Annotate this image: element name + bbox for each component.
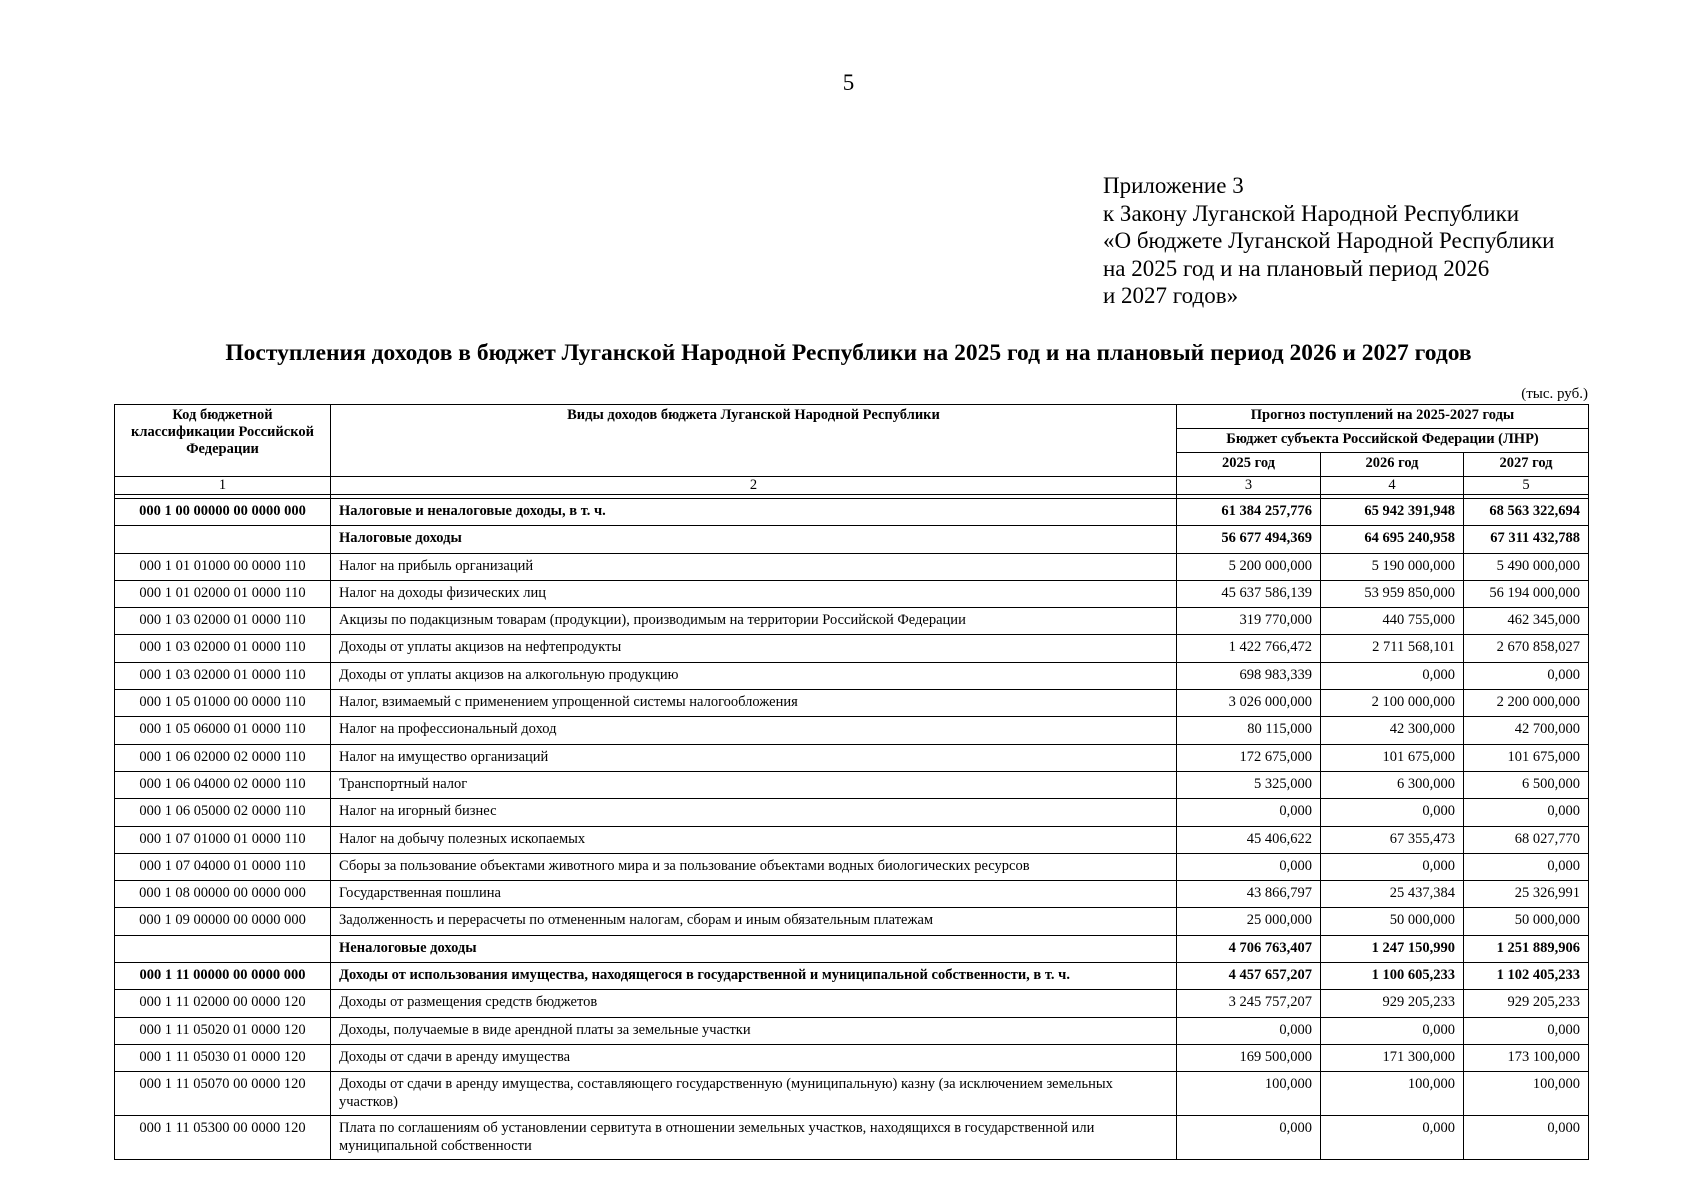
table-body: [115, 499, 1589, 1160]
value-2026-cell: 171 300,000: [1321, 1044, 1464, 1071]
table-row: [115, 662, 1589, 689]
document-title: Поступления доходов в бюджет Луганской Народной Республики на 2025 год и на плановый период 2026 и 2027 годов: [225, 340, 1472, 366]
code-cell: 000 1 01 01000 00 0000 110: [115, 553, 331, 580]
table-row: [115, 826, 1589, 853]
name-cell: Налог на добычу полезных ископаемых: [331, 826, 1177, 853]
code-cell: 000 1 07 01000 01 0000 110: [115, 826, 331, 853]
value-2026-cell: 65 942 391,948: [1321, 499, 1464, 526]
name-cell: Сборы за пользование объектами животного мира и за пользование объектами водных биологических ресурсов: [331, 853, 1177, 880]
value-2025-cell: 56 677 494,369: [1177, 526, 1321, 553]
header-year-2027: 2027 год: [1464, 453, 1589, 477]
value-2025-cell: 4 706 763,407: [1177, 935, 1321, 962]
table-row: [115, 908, 1589, 935]
column-number: 1: [115, 477, 331, 495]
value-2025-cell: 5 200 000,000: [1177, 553, 1321, 580]
code-cell: 000 1 11 05070 00 0000 120: [115, 1072, 331, 1116]
appendix-line: на 2025 год и на плановый период 2026: [1103, 255, 1490, 281]
value-2027-cell: 0,000: [1464, 1017, 1589, 1044]
table-row: [115, 744, 1589, 771]
value-2025-cell: 45 637 586,139: [1177, 580, 1321, 607]
table-row: [115, 881, 1589, 908]
units-label: (тыс. руб.): [1521, 386, 1588, 402]
code-cell: 000 1 03 02000 01 0000 110: [115, 608, 331, 635]
value-2027-cell: 5 490 000,000: [1464, 553, 1589, 580]
name-cell: Налог на доходы физических лиц: [331, 580, 1177, 607]
value-2026-cell: 64 695 240,958: [1321, 526, 1464, 553]
value-2027-cell: 0,000: [1464, 799, 1589, 826]
value-2026-cell: 100,000: [1321, 1072, 1464, 1116]
value-2025-cell: 0,000: [1177, 1017, 1321, 1044]
value-2027-cell: 100,000: [1464, 1072, 1589, 1116]
name-cell: Налоговые и неналоговые доходы, в т. ч.: [331, 499, 1177, 526]
code-cell: 000 1 06 02000 02 0000 110: [115, 744, 331, 771]
name-cell: Налог на имущество организаций: [331, 744, 1177, 771]
value-2025-cell: 25 000,000: [1177, 908, 1321, 935]
table-row: [115, 635, 1589, 662]
value-2027-cell: 929 205,233: [1464, 990, 1589, 1017]
value-2026-cell: 2 100 000,000: [1321, 690, 1464, 717]
code-cell: 000 1 07 04000 01 0000 110: [115, 853, 331, 880]
header-forecast: Прогноз поступлений на 2025-2027 годы: [1177, 405, 1589, 429]
value-2026-cell: 0,000: [1321, 853, 1464, 880]
table-row: [115, 499, 1589, 526]
appendix-line: к Закону Луганской Народной Республики: [1103, 200, 1520, 226]
table-row: [115, 1072, 1589, 1116]
name-cell: Налог на прибыль организаций: [331, 553, 1177, 580]
table-row: [115, 963, 1589, 990]
value-2025-cell: 5 325,000: [1177, 771, 1321, 798]
value-2027-cell: 1 102 405,233: [1464, 963, 1589, 990]
code-cell: 000 1 05 01000 00 0000 110: [115, 690, 331, 717]
appendix-line: и 2027 годов»: [1103, 283, 1239, 308]
code-cell: 000 1 03 02000 01 0000 110: [115, 662, 331, 689]
column-number: 4: [1321, 477, 1464, 495]
value-2026-cell: 929 205,233: [1321, 990, 1464, 1017]
value-2025-cell: 0,000: [1177, 799, 1321, 826]
value-2027-cell: 67 311 432,788: [1464, 526, 1589, 553]
table-row: [115, 580, 1589, 607]
code-cell: [115, 935, 331, 962]
table-row: [115, 935, 1589, 962]
code-cell: 000 1 11 00000 00 0000 000: [115, 963, 331, 990]
code-cell: 000 1 08 00000 00 0000 000: [115, 881, 331, 908]
header-code: Код бюджетной классификации Российской Федерации: [115, 405, 331, 477]
name-cell: Доходы от уплаты акцизов на нефтепродукты: [331, 635, 1177, 662]
value-2027-cell: 2 200 000,000: [1464, 690, 1589, 717]
table-row: [115, 690, 1589, 717]
table-row: [115, 771, 1589, 798]
value-2027-cell: 0,000: [1464, 662, 1589, 689]
column-number: 5: [1464, 477, 1589, 495]
value-2026-cell: 0,000: [1321, 799, 1464, 826]
value-2027-cell: 56 194 000,000: [1464, 580, 1589, 607]
value-2026-cell: 101 675,000: [1321, 744, 1464, 771]
name-cell: Доходы от использования имущества, находящегося в государственной и муниципальной собственности, в т. ч.: [331, 963, 1177, 990]
value-2025-cell: 0,000: [1177, 1116, 1321, 1160]
value-2027-cell: 50 000,000: [1464, 908, 1589, 935]
table-row: [115, 1017, 1589, 1044]
value-2025-cell: 319 770,000: [1177, 608, 1321, 635]
value-2026-cell: 0,000: [1321, 662, 1464, 689]
name-cell: Налоговые доходы: [331, 526, 1177, 553]
value-2027-cell: 25 326,991: [1464, 881, 1589, 908]
value-2025-cell: 0,000: [1177, 853, 1321, 880]
name-cell: Доходы, получаемые в виде арендной платы за земельные участки: [331, 1017, 1177, 1044]
code-cell: 000 1 06 05000 02 0000 110: [115, 799, 331, 826]
value-2027-cell: 173 100,000: [1464, 1044, 1589, 1071]
header-budget: Бюджет субъекта Российской Федерации (ЛНР): [1177, 429, 1589, 453]
value-2025-cell: 169 500,000: [1177, 1044, 1321, 1071]
value-2026-cell: 67 355,473: [1321, 826, 1464, 853]
value-2027-cell: 6 500,000: [1464, 771, 1589, 798]
page-number: 5: [842, 70, 855, 95]
value-2025-cell: 43 866,797: [1177, 881, 1321, 908]
value-2026-cell: 0,000: [1321, 1116, 1464, 1160]
appendix-note: [1103, 172, 1554, 310]
table-row: [115, 990, 1589, 1017]
value-2025-cell: 45 406,622: [1177, 826, 1321, 853]
value-2026-cell: 5 190 000,000: [1321, 553, 1464, 580]
value-2025-cell: 1 422 766,472: [1177, 635, 1321, 662]
table-row: [115, 553, 1589, 580]
value-2026-cell: 0,000: [1321, 1017, 1464, 1044]
value-2025-cell: 698 983,339: [1177, 662, 1321, 689]
appendix-line: «О бюджете Луганской Народной Республики: [1103, 228, 1555, 253]
name-cell: Налог, взимаемый с применением упрощенной системы налогообложения: [331, 690, 1177, 717]
table-row: [115, 608, 1589, 635]
name-cell: Транспортный налог: [331, 771, 1177, 798]
value-2025-cell: 100,000: [1177, 1072, 1321, 1116]
value-2027-cell: 0,000: [1464, 853, 1589, 880]
code-cell: 000 1 05 06000 01 0000 110: [115, 717, 331, 744]
name-cell: Задолженность и перерасчеты по отмененным налогам, сборам и иным обязательным платежам: [331, 908, 1177, 935]
code-cell: 000 1 03 02000 01 0000 110: [115, 635, 331, 662]
name-cell: Плата по соглашениям об установлении сервитута в отношении земельных участков, находящихся в государственной или муниципальной собственности: [331, 1116, 1177, 1160]
code-cell: 000 1 00 00000 00 0000 000: [115, 499, 331, 526]
name-cell: Налог на игорный бизнес: [331, 799, 1177, 826]
name-cell: Доходы от сдачи в аренду имущества: [331, 1044, 1177, 1071]
code-cell: 000 1 09 00000 00 0000 000: [115, 908, 331, 935]
revenue-table: [114, 404, 1589, 1160]
code-cell: 000 1 11 05030 01 0000 120: [115, 1044, 331, 1071]
table-row: [115, 799, 1589, 826]
value-2025-cell: 4 457 657,207: [1177, 963, 1321, 990]
value-2026-cell: 1 100 605,233: [1321, 963, 1464, 990]
value-2027-cell: 42 700,000: [1464, 717, 1589, 744]
value-2026-cell: 53 959 850,000: [1321, 580, 1464, 607]
column-number: 2: [331, 477, 1177, 495]
value-2025-cell: 61 384 257,776: [1177, 499, 1321, 526]
name-cell: Акцизы по подакцизным товарам (продукции), производимым на территории Российской Федерации: [331, 608, 1177, 635]
value-2026-cell: 25 437,384: [1321, 881, 1464, 908]
table-row: [115, 853, 1589, 880]
value-2026-cell: 42 300,000: [1321, 717, 1464, 744]
code-cell: [115, 526, 331, 553]
value-2026-cell: 1 247 150,990: [1321, 935, 1464, 962]
code-cell: 000 1 06 04000 02 0000 110: [115, 771, 331, 798]
name-cell: Неналоговые доходы: [331, 935, 1177, 962]
value-2027-cell: 0,000: [1464, 1116, 1589, 1160]
table-row: [115, 717, 1589, 744]
value-2027-cell: 101 675,000: [1464, 744, 1589, 771]
table-row: [115, 1044, 1589, 1071]
name-cell: Налог на профессиональный доход: [331, 717, 1177, 744]
value-2027-cell: 2 670 858,027: [1464, 635, 1589, 662]
table-row: [115, 1116, 1589, 1160]
name-cell: Доходы от размещения средств бюджетов: [331, 990, 1177, 1017]
value-2025-cell: 80 115,000: [1177, 717, 1321, 744]
value-2027-cell: 68 027,770: [1464, 826, 1589, 853]
value-2025-cell: 172 675,000: [1177, 744, 1321, 771]
value-2027-cell: 462 345,000: [1464, 608, 1589, 635]
code-cell: 000 1 11 05300 00 0000 120: [115, 1116, 331, 1160]
code-cell: 000 1 01 02000 01 0000 110: [115, 580, 331, 607]
value-2026-cell: 6 300,000: [1321, 771, 1464, 798]
name-cell: Государственная пошлина: [331, 881, 1177, 908]
header-year-2026: 2026 год: [1321, 453, 1464, 477]
column-number: 3: [1177, 477, 1321, 495]
header-year-2025: 2025 год: [1177, 453, 1321, 477]
value-2027-cell: 1 251 889,906: [1464, 935, 1589, 962]
value-2026-cell: 50 000,000: [1321, 908, 1464, 935]
code-cell: 000 1 11 05020 01 0000 120: [115, 1017, 331, 1044]
code-cell: 000 1 11 02000 00 0000 120: [115, 990, 331, 1017]
appendix-line: Приложение 3: [1103, 173, 1244, 198]
table-row: [115, 526, 1589, 553]
value-2027-cell: 68 563 322,694: [1464, 499, 1589, 526]
value-2025-cell: 3 026 000,000: [1177, 690, 1321, 717]
name-cell: Доходы от уплаты акцизов на алкогольную продукцию: [331, 662, 1177, 689]
value-2025-cell: 3 245 757,207: [1177, 990, 1321, 1017]
value-2026-cell: 440 755,000: [1321, 608, 1464, 635]
header-name: Виды доходов бюджета Луганской Народной Республики: [331, 405, 1177, 477]
value-2026-cell: 2 711 568,101: [1321, 635, 1464, 662]
name-cell: Доходы от сдачи в аренду имущества, составляющего государственную (муниципальную) казну (за исключением земельных участков): [331, 1072, 1177, 1116]
